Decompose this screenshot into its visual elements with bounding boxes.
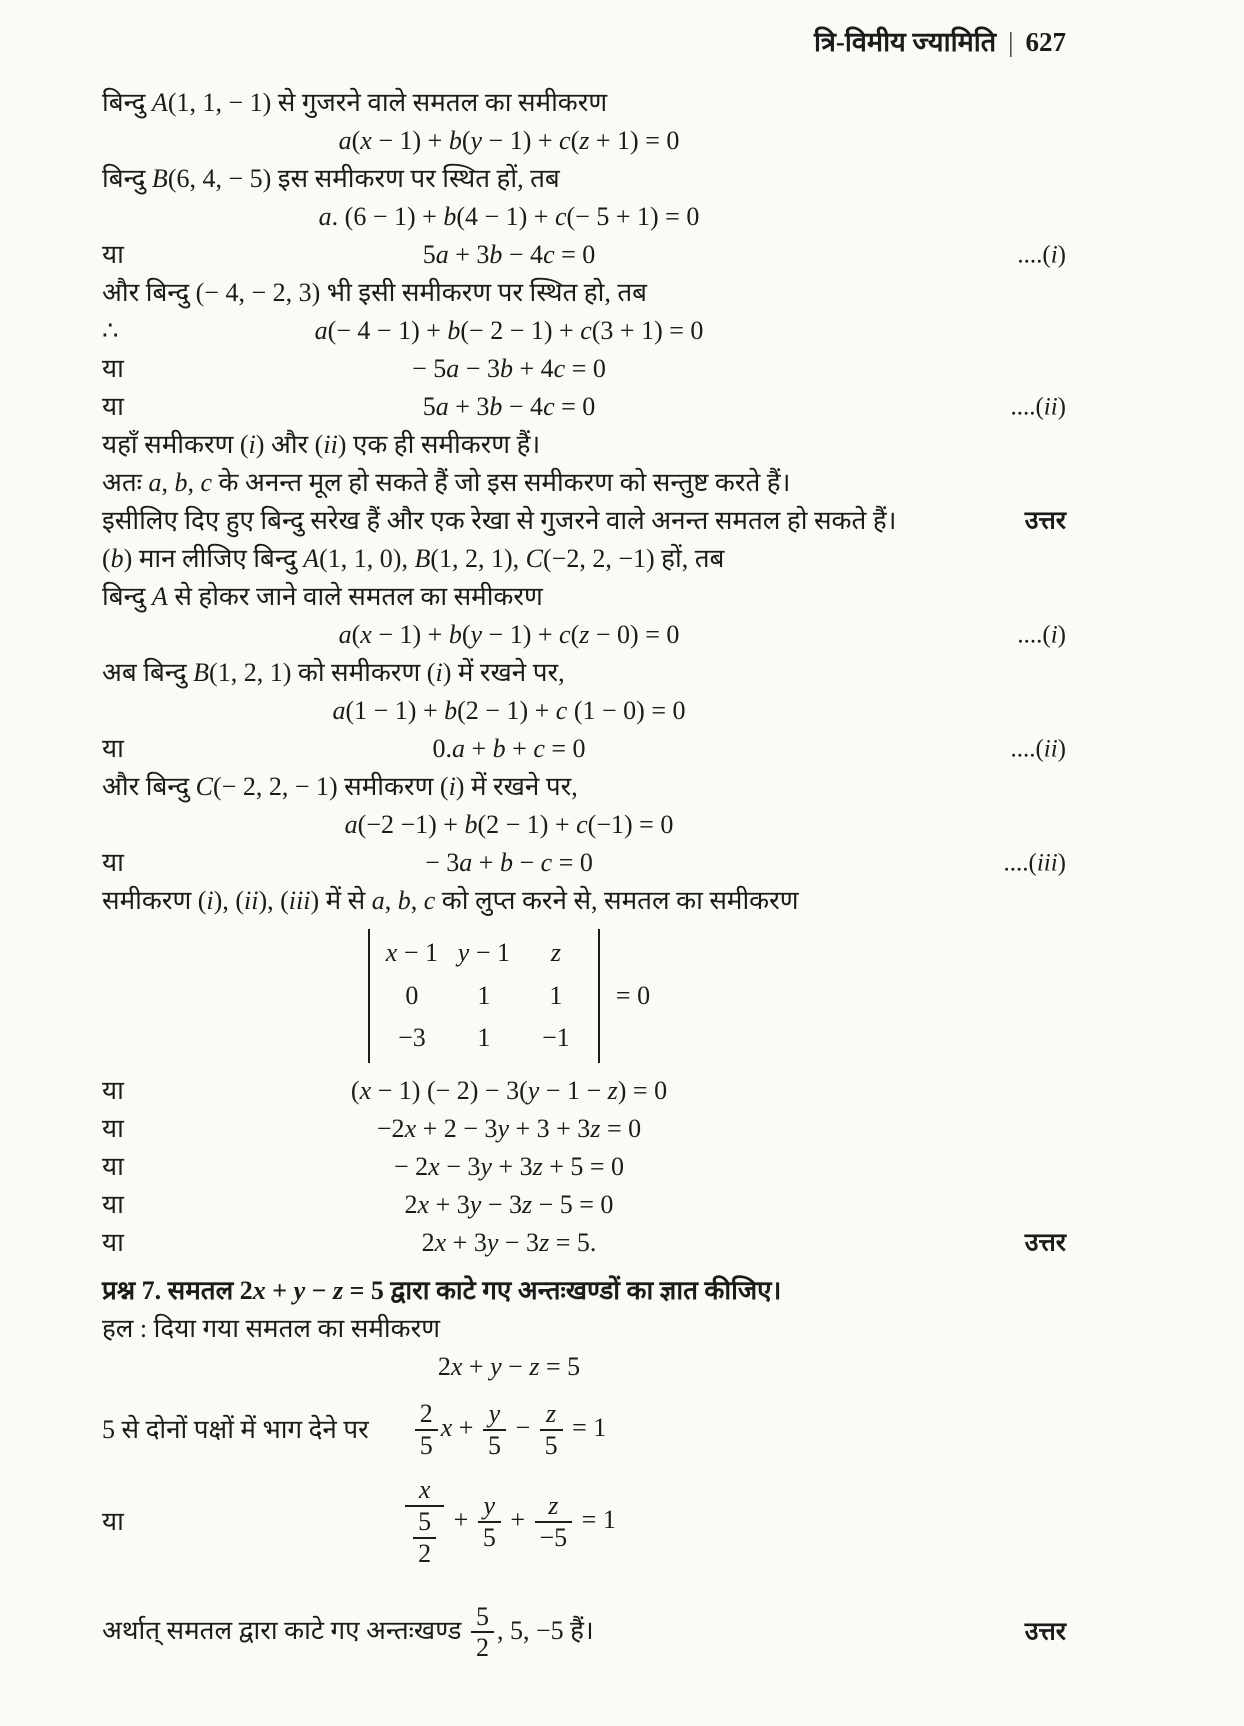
math-variable: z — [579, 619, 590, 649]
line-equation: − 2x − 3y + 3z + 5 = 0 — [393, 1151, 625, 1181]
math-variable: y — [470, 125, 483, 155]
fraction: $\frac{5}{2}$ — [471, 1602, 494, 1664]
math-variable: z — [539, 1227, 550, 1257]
math-variable: c — [553, 353, 566, 383]
doc-line-32 — [102, 1386, 1066, 1474]
math-variable: c — [555, 695, 568, 725]
doc-line-25 — [102, 1110, 1066, 1148]
math-variable: z — [590, 1113, 601, 1143]
math-variable: z — [548, 1490, 559, 1520]
line-equation: (x − 1) (− 2) − 3(y − 1 − z) = 0 — [350, 1075, 668, 1105]
math-variable: z — [332, 1275, 344, 1305]
matrix-cell: 1 — [549, 980, 563, 1010]
doc-line-19 — [102, 768, 1066, 806]
math-variable: c — [580, 315, 592, 345]
math-variable: y — [470, 619, 483, 649]
matrix-cell: y − 1 — [457, 938, 511, 967]
line-label: या — [102, 1227, 124, 1257]
doc-line-22 — [102, 882, 1066, 920]
line-equation: − 5a − 3b + 4c = 0 — [412, 353, 606, 383]
page-body — [102, 84, 1066, 1670]
math-variable: y — [293, 1275, 306, 1305]
math-variable: y — [480, 1151, 492, 1181]
matrix-cell: −1 — [542, 1023, 570, 1052]
math-variable: b — [110, 543, 124, 573]
math-variable: x — [404, 1113, 417, 1143]
determinant-rhs: = 0 — [615, 980, 651, 1010]
math-variable: y — [488, 1398, 501, 1428]
line-text: अब बिन्दु B(1, 2, 1) को समीकरण (i) में रखने पर, — [102, 657, 565, 687]
doc-line-23 — [102, 920, 1066, 1072]
chapter-title: त्रि-विमीय ज्यामिति — [814, 27, 997, 57]
doc-line-33 — [102, 1474, 1066, 1570]
line-text: इसीलिए दिए हुए बिन्दु सरेख हैं और एक रेखा से गुजरने वाले अनन्त समतल हो सकते हैं। — [102, 505, 897, 535]
math-variable: b — [448, 619, 462, 649]
math-variable: iii — [1036, 849, 1058, 877]
equation-number: ....(i) — [1017, 621, 1066, 649]
line-text: और बिन्दु C(− 2, 2, − 1) समीकरण (i) में रखने पर, — [102, 771, 578, 801]
math-variable: B — [151, 163, 168, 193]
math-variable: c — [559, 125, 571, 155]
line-label: ∴ — [102, 315, 119, 345]
doc-line-27 — [102, 1186, 1066, 1224]
doc-line-10 — [102, 426, 1066, 464]
line-equation: 2x + 3y − 3z = 5. — [421, 1227, 597, 1257]
line-equation: a. (6 − 1) + b(4 − 1) + c(− 5 + 1) = 0 — [318, 201, 700, 231]
math-variable: a — [435, 391, 449, 421]
math-variable: x — [417, 1189, 430, 1219]
line-equation: a(x − 1) + b(y − 1) + c(z + 1) = 0 — [338, 125, 680, 155]
determinant-matrix — [368, 929, 600, 1063]
math-variable: c — [200, 467, 212, 497]
matrix-cell: 0 — [405, 980, 419, 1010]
math-variable: a — [459, 847, 473, 877]
fraction: $\frac{y}{5}$ — [478, 1491, 501, 1553]
math-variable: x — [428, 1151, 440, 1181]
doc-line-16 — [102, 654, 1066, 692]
doc-line-5 — [102, 236, 1066, 274]
math-variable: C — [525, 543, 544, 573]
math-variable: b — [492, 733, 506, 763]
line-equation: a(1 − 1) + b(2 − 1) + c (1 − 0) = 0 — [332, 695, 686, 725]
doc-line-15 — [102, 616, 1066, 654]
doc-line-30 — [102, 1310, 1066, 1348]
doc-line-18 — [102, 730, 1066, 768]
math-variable: ii — [1043, 393, 1058, 421]
math-variable: b — [448, 125, 462, 155]
determinant — [102, 929, 1066, 1063]
line-equation: a(−2 −1) + b(2 − 1) + c(−1) = 0 — [344, 809, 674, 839]
line-text: हल : दिया गया समतल का समीकरण — [102, 1313, 440, 1343]
math-variable: B — [414, 543, 431, 573]
math-variable: i — [435, 657, 443, 687]
math-variable: z — [529, 1351, 540, 1381]
math-variable: A — [303, 543, 320, 573]
line-text: और बिन्दु (− 4, − 2, 3) भी इसी समीकरण पर स्थित हो, तब — [102, 277, 648, 307]
math-variable: b — [489, 239, 503, 269]
line-equation: 5a + 3b − 4c = 0 — [422, 239, 596, 269]
math-variable: b — [499, 847, 513, 877]
math-variable: a — [446, 353, 460, 383]
math-variable: a — [451, 733, 465, 763]
doc-line-1 — [102, 84, 1066, 122]
math-variable: b — [443, 201, 457, 231]
math-variable: y — [527, 1075, 540, 1105]
doc-line-31 — [102, 1348, 1066, 1386]
math-variable: c — [423, 885, 436, 915]
doc-line-26 — [102, 1148, 1066, 1186]
fraction: $\frac{z}{-5}$ — [535, 1491, 573, 1553]
math-variable: ii — [323, 429, 338, 459]
answer-label: उत्तर — [1024, 1618, 1066, 1646]
line-text: बिन्दु A से होकर जाने वाले समतल का समीकरण — [102, 581, 543, 611]
math-variable: a — [332, 695, 346, 725]
line-label: या — [102, 1189, 124, 1219]
line-label: या — [102, 733, 124, 763]
math-variable: x — [359, 1075, 372, 1105]
line-equation: $\frac{2}{5}$ x + $\frac{y}{5}$ − $\frac{z}{5}$ = 1 — [102, 1399, 1066, 1461]
doc-line-2 — [102, 122, 1066, 160]
equation-number: ....(ii) — [1010, 393, 1066, 421]
doc-line-3 — [102, 160, 1066, 198]
doc-line-12 — [102, 502, 1066, 540]
math-variable: x — [252, 1275, 266, 1305]
page-header — [102, 26, 1066, 60]
matrix-cell — [528, 937, 584, 970]
doc-line-6 — [102, 274, 1066, 312]
doc-line-9 — [102, 388, 1066, 426]
line-label: या — [102, 353, 124, 383]
line-label: 5 से दोनों पक्षों में भाग देने पर — [102, 1414, 369, 1444]
line-text: अतः a, b, c के अनन्त मूल हो सकते हैं जो इस समीकरण को सन्तुष्ट करते हैं। — [102, 467, 791, 497]
math-variable: c — [540, 847, 553, 877]
line-equation: 2x + y − z = 5 — [437, 1351, 581, 1381]
fraction: $\frac{2}{5}$ — [415, 1399, 438, 1461]
doc-line-4 — [102, 198, 1066, 236]
line-equation: 2x + 3y − 3z − 5 = 0 — [404, 1189, 614, 1219]
math-variable: i — [248, 429, 256, 459]
math-variable: x — [360, 125, 372, 155]
matrix-cell: 1 — [477, 1023, 491, 1052]
line-equation: 0.a + b + c = 0 — [432, 733, 586, 763]
math-variable: a — [371, 885, 385, 915]
math-variable: b — [499, 353, 513, 383]
math-variable: z — [521, 1189, 533, 1219]
equation-number: ....(ii) — [1010, 735, 1066, 763]
line-equation: −2x + 2 − 3y + 3 + 3z = 0 — [376, 1113, 642, 1143]
math-variable: a — [435, 239, 449, 269]
fraction: $\frac{y}{5}$ — [483, 1399, 506, 1461]
doc-line-11 — [102, 464, 1066, 502]
line-label: या — [102, 847, 124, 877]
doc-line-21 — [102, 844, 1066, 882]
math-variable: c — [559, 619, 571, 649]
line-label: या — [102, 391, 124, 421]
line-text: समीकरण (i), (ii), (iii) में से a, b, c को लुप्त करने से, समतल का समीकरण — [102, 885, 799, 915]
math-variable: y — [483, 1490, 496, 1520]
math-variable: b — [489, 391, 503, 421]
matrix-cell: x − 1 — [385, 938, 439, 967]
answer-label: उत्तर — [1024, 1229, 1066, 1257]
math-variable: a — [148, 467, 162, 497]
math-variable: y — [486, 1227, 499, 1257]
math-variable: z — [546, 1398, 557, 1428]
page-number: 627 — [1025, 27, 1066, 57]
math-variable: x — [440, 1412, 453, 1442]
math-variable: i — [1050, 621, 1058, 649]
math-variable: y — [457, 938, 470, 967]
math-variable: c — [554, 201, 567, 231]
math-variable: x — [360, 619, 372, 649]
math-variable: a — [318, 201, 332, 231]
fraction — [405, 1475, 444, 1569]
math-variable: b — [174, 467, 188, 497]
math-variable: z — [607, 1075, 618, 1105]
line-label: या — [102, 1151, 124, 1181]
math-variable: a — [338, 619, 352, 649]
math-variable: A — [151, 581, 168, 611]
line-equation: $\frac{x}{\frac{5}{2}}$ + $\frac{y}{5}$ + $\frac{z}{-5}$ = 1 — [102, 1475, 1066, 1569]
math-variable: a — [314, 315, 328, 345]
math-variable: ii — [243, 885, 259, 915]
math-variable: iii — [288, 885, 311, 915]
math-variable: c — [533, 733, 545, 763]
matrix-cell: −3 — [398, 1023, 426, 1052]
math-variable: C — [195, 771, 213, 801]
fraction: $\frac{5}{2}$ — [413, 1507, 436, 1569]
answer-label: उत्तर — [1024, 507, 1066, 535]
math-variable: c — [543, 391, 555, 421]
math-variable: c — [576, 809, 588, 839]
math-variable: z — [579, 125, 590, 155]
math-variable: ii — [1043, 735, 1058, 763]
math-variable: b — [397, 885, 411, 915]
doc-line-29 — [102, 1272, 1066, 1310]
math-variable: B — [193, 657, 210, 687]
equation-number: ....(iii) — [1003, 849, 1066, 877]
math-variable: a — [344, 809, 358, 839]
math-variable: A — [151, 87, 168, 117]
line-label: या — [102, 1075, 124, 1105]
doc-line-20 — [102, 806, 1066, 844]
equation-number: ....(i) — [1017, 241, 1066, 269]
math-variable: x — [385, 938, 398, 967]
doc-line-14 — [102, 578, 1066, 616]
line-text: बिन्दु A(1, 1, − 1) से गुजरने वाले समतल का समीकरण — [102, 87, 608, 117]
line-text: (b) मान लीजिए बिन्दु A(1, 1, 0), B(1, 2, 1), C(−2, 2, −1) हों, तब — [102, 543, 725, 573]
math-variable: y — [469, 1189, 482, 1219]
line-text: यहाँ समीकरण (i) और (ii) एक ही समीकरण हैं। — [102, 429, 541, 459]
math-variable: i — [1050, 241, 1058, 269]
math-variable: z — [550, 938, 561, 967]
line-text: प्रश्न 7. समतल 2x + y − z = 5 द्वारा काटे गए अन्तःखण्डों का ज्ञात कीजिए। — [102, 1275, 782, 1305]
math-variable: x — [418, 1474, 431, 1504]
determinant-block — [368, 929, 650, 1063]
line-label: या — [102, 1113, 124, 1143]
fraction: $\frac{z}{5}$ — [540, 1399, 563, 1461]
math-variable: b — [444, 695, 458, 725]
doc-line-17 — [102, 692, 1066, 730]
math-variable: c — [543, 239, 555, 269]
math-variable: b — [464, 809, 478, 839]
line-equation: a(− 4 − 1) + b(− 2 − 1) + c(3 + 1) = 0 — [314, 315, 704, 345]
math-variable: i — [448, 771, 456, 801]
math-variable: y — [497, 1113, 509, 1143]
line-label: या — [102, 239, 124, 269]
line-label: या — [102, 1506, 124, 1536]
line-text: अर्थात् समतल द्वारा काटे गए अन्तःखण्ड $\frac{5}{2}$ , 5, −5 हैं। — [102, 1601, 594, 1663]
doc-line-13 — [102, 540, 1066, 578]
matrix-cell: 1 — [477, 980, 491, 1010]
line-equation: − 3a + b − c = 0 — [425, 847, 593, 877]
doc-line-34 — [102, 1595, 1066, 1669]
doc-line-24 — [102, 1072, 1066, 1110]
doc-line-8 — [102, 350, 1066, 388]
math-variable: b — [447, 315, 461, 345]
header-separator: | — [1008, 27, 1014, 57]
math-variable: y — [490, 1351, 502, 1381]
line-equation: a(x − 1) + b(y − 1) + c(z − 0) = 0 — [338, 619, 680, 649]
math-variable: x — [450, 1351, 463, 1381]
line-text: बिन्दु B(6, 4, − 5) इस समीकरण पर स्थित हों, तब — [102, 163, 560, 193]
line-equation: 5a + 3b − 4c = 0 — [422, 391, 596, 421]
doc-line-7 — [102, 312, 1066, 350]
math-variable: x — [434, 1227, 447, 1257]
doc-line-28 — [102, 1224, 1066, 1262]
math-variable: i — [206, 885, 214, 915]
math-variable: a — [338, 125, 352, 155]
math-variable: z — [532, 1151, 543, 1181]
